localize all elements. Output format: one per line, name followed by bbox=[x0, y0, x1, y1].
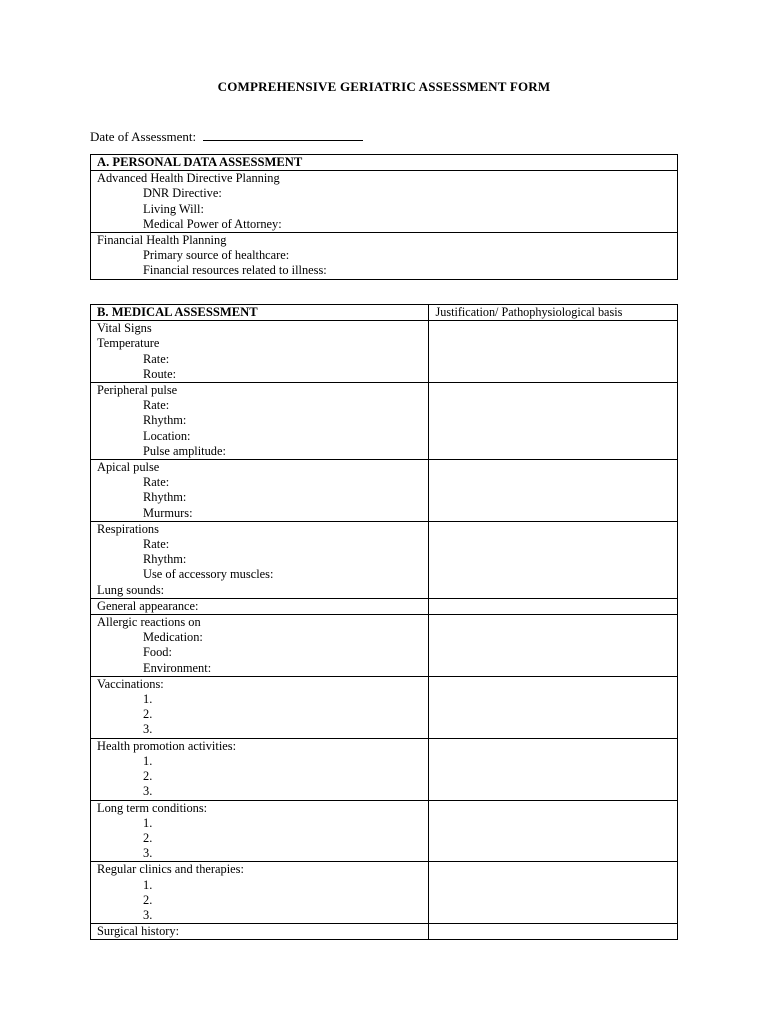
assessment-row bbox=[91, 738, 678, 800]
justification-cell[interactable] bbox=[429, 383, 678, 460]
assessment-row bbox=[91, 383, 678, 460]
assessment-subitem-label: Rate: bbox=[143, 398, 170, 413]
assessment-row bbox=[91, 615, 678, 677]
assessment-row bbox=[91, 924, 678, 940]
assessment-item-label: Peripheral pulse bbox=[97, 383, 178, 398]
assessment-subitem-label: 2. bbox=[143, 892, 153, 907]
assessment-subitem-label: Environment: bbox=[143, 660, 212, 675]
assessment-item-label: Surgical history: bbox=[97, 924, 180, 939]
justification-cell[interactable] bbox=[429, 800, 678, 862]
financial-planning-heading: Financial Health Planning bbox=[97, 233, 227, 248]
assessment-row bbox=[91, 460, 678, 522]
assessment-subitem-label: Rhythm: bbox=[143, 413, 187, 428]
assessment-subitem-label: 3. bbox=[143, 907, 153, 922]
financial-planning-cell[interactable] bbox=[91, 233, 678, 280]
assessment-item-cell[interactable] bbox=[91, 676, 429, 738]
section-b-header: B. MEDICAL ASSESSMENT bbox=[91, 305, 429, 321]
date-of-assessment-row bbox=[90, 128, 363, 145]
assessment-item-cell[interactable] bbox=[91, 460, 429, 522]
justification-cell[interactable] bbox=[429, 521, 678, 598]
section-a-header: A. PERSONAL DATA ASSESSMENT bbox=[91, 155, 678, 171]
assessment-item-cell[interactable] bbox=[91, 615, 429, 677]
assessment-item-label: Temperature bbox=[97, 336, 160, 351]
assessment-subitem-label: Rate: bbox=[143, 537, 170, 552]
assessment-item-label: General appearance: bbox=[97, 598, 199, 613]
assessment-subitem-label: 2. bbox=[143, 707, 153, 722]
assessment-subitem-label: Pulse amplitude: bbox=[143, 443, 226, 458]
primary-source-label: Primary source of healthcare: bbox=[143, 248, 290, 263]
assessment-row bbox=[91, 321, 678, 383]
assessment-item-label: Vital Signs bbox=[97, 321, 152, 336]
assessment-item-label: Allergic reactions on bbox=[97, 615, 201, 630]
assessment-item-cell[interactable] bbox=[91, 800, 429, 862]
assessment-item-label: Apical pulse bbox=[97, 460, 160, 475]
justification-cell[interactable] bbox=[429, 676, 678, 738]
assessment-item-label: Respirations bbox=[97, 521, 159, 536]
personal-data-table bbox=[90, 154, 678, 280]
assessment-subitem-label: Rate: bbox=[143, 475, 170, 490]
assessment-row bbox=[91, 676, 678, 738]
assessment-subitem-label: 3. bbox=[143, 784, 153, 799]
assessment-subitem-label: 3. bbox=[143, 722, 153, 737]
assessment-subitem-label: Food: bbox=[143, 645, 172, 660]
assessment-row bbox=[91, 862, 678, 924]
living-will-label: Living Will: bbox=[143, 201, 204, 216]
assessment-row bbox=[91, 521, 678, 598]
assessment-subitem-label: Medication: bbox=[143, 630, 203, 645]
assessment-item-cell[interactable] bbox=[91, 321, 429, 383]
financial-resources-label: Financial resources related to illness: bbox=[143, 263, 327, 278]
advanced-directive-cell[interactable] bbox=[91, 171, 678, 233]
justification-header: Justification/ Pathophysiological basis bbox=[429, 305, 678, 321]
advanced-directive-heading: Advanced Health Directive Planning bbox=[97, 171, 280, 186]
justification-cell[interactable] bbox=[429, 321, 678, 383]
assessment-item-label: Long term conditions: bbox=[97, 800, 208, 815]
assessment-item-label: Health promotion activities: bbox=[97, 738, 237, 753]
assessment-item-label: Vaccinations: bbox=[97, 676, 164, 691]
justification-cell[interactable] bbox=[429, 862, 678, 924]
assessment-subitem-label: Route: bbox=[143, 366, 177, 381]
assessment-subitem-label: Rate: bbox=[143, 351, 170, 366]
assessment-subitem-label: 3. bbox=[143, 846, 153, 861]
assessment-item-cell[interactable] bbox=[91, 924, 429, 940]
assessment-item-cell[interactable] bbox=[91, 862, 429, 924]
assessment-row bbox=[91, 800, 678, 862]
date-blank-field[interactable] bbox=[203, 128, 363, 141]
assessment-subitem-label: 1. bbox=[143, 877, 153, 892]
assessment-subitem-label: Rhythm: bbox=[143, 552, 187, 567]
assessment-subitem-label: 1. bbox=[143, 815, 153, 830]
assessment-subitem-label: 1. bbox=[143, 753, 153, 768]
justification-cell[interactable] bbox=[429, 615, 678, 677]
assessment-subitem-label: 2. bbox=[143, 769, 153, 784]
medical-power-of-attorney-label: Medical Power of Attorney: bbox=[143, 216, 282, 231]
assessment-subitem-label: Rhythm: bbox=[143, 490, 187, 505]
justification-cell[interactable] bbox=[429, 738, 678, 800]
justification-cell[interactable] bbox=[429, 598, 678, 614]
assessment-item-label: Lung sounds: bbox=[97, 582, 165, 597]
justification-cell[interactable] bbox=[429, 460, 678, 522]
assessment-subitem-label: Location: bbox=[143, 428, 191, 443]
assessment-item-cell[interactable] bbox=[91, 521, 429, 598]
assessment-item-label: Regular clinics and therapies: bbox=[97, 862, 244, 877]
assessment-subitem-label: 2. bbox=[143, 830, 153, 845]
assessment-subitem-label: 1. bbox=[143, 692, 153, 707]
form-title: COMPREHENSIVE GERIATRIC ASSESSMENT FORM bbox=[217, 79, 551, 94]
assessment-subitem-label: Murmurs: bbox=[143, 505, 193, 520]
justification-cell[interactable] bbox=[429, 924, 678, 940]
medical-assessment-table bbox=[90, 304, 678, 940]
assessment-row bbox=[91, 598, 678, 614]
date-label: Date of Assessment: bbox=[90, 129, 197, 144]
assessment-item-cell[interactable] bbox=[91, 738, 429, 800]
dnr-directive-label: DNR Directive: bbox=[143, 186, 222, 201]
assessment-item-cell[interactable] bbox=[91, 383, 429, 460]
assessment-item-cell[interactable] bbox=[91, 598, 429, 614]
assessment-subitem-label: Use of accessory muscles: bbox=[143, 567, 274, 582]
